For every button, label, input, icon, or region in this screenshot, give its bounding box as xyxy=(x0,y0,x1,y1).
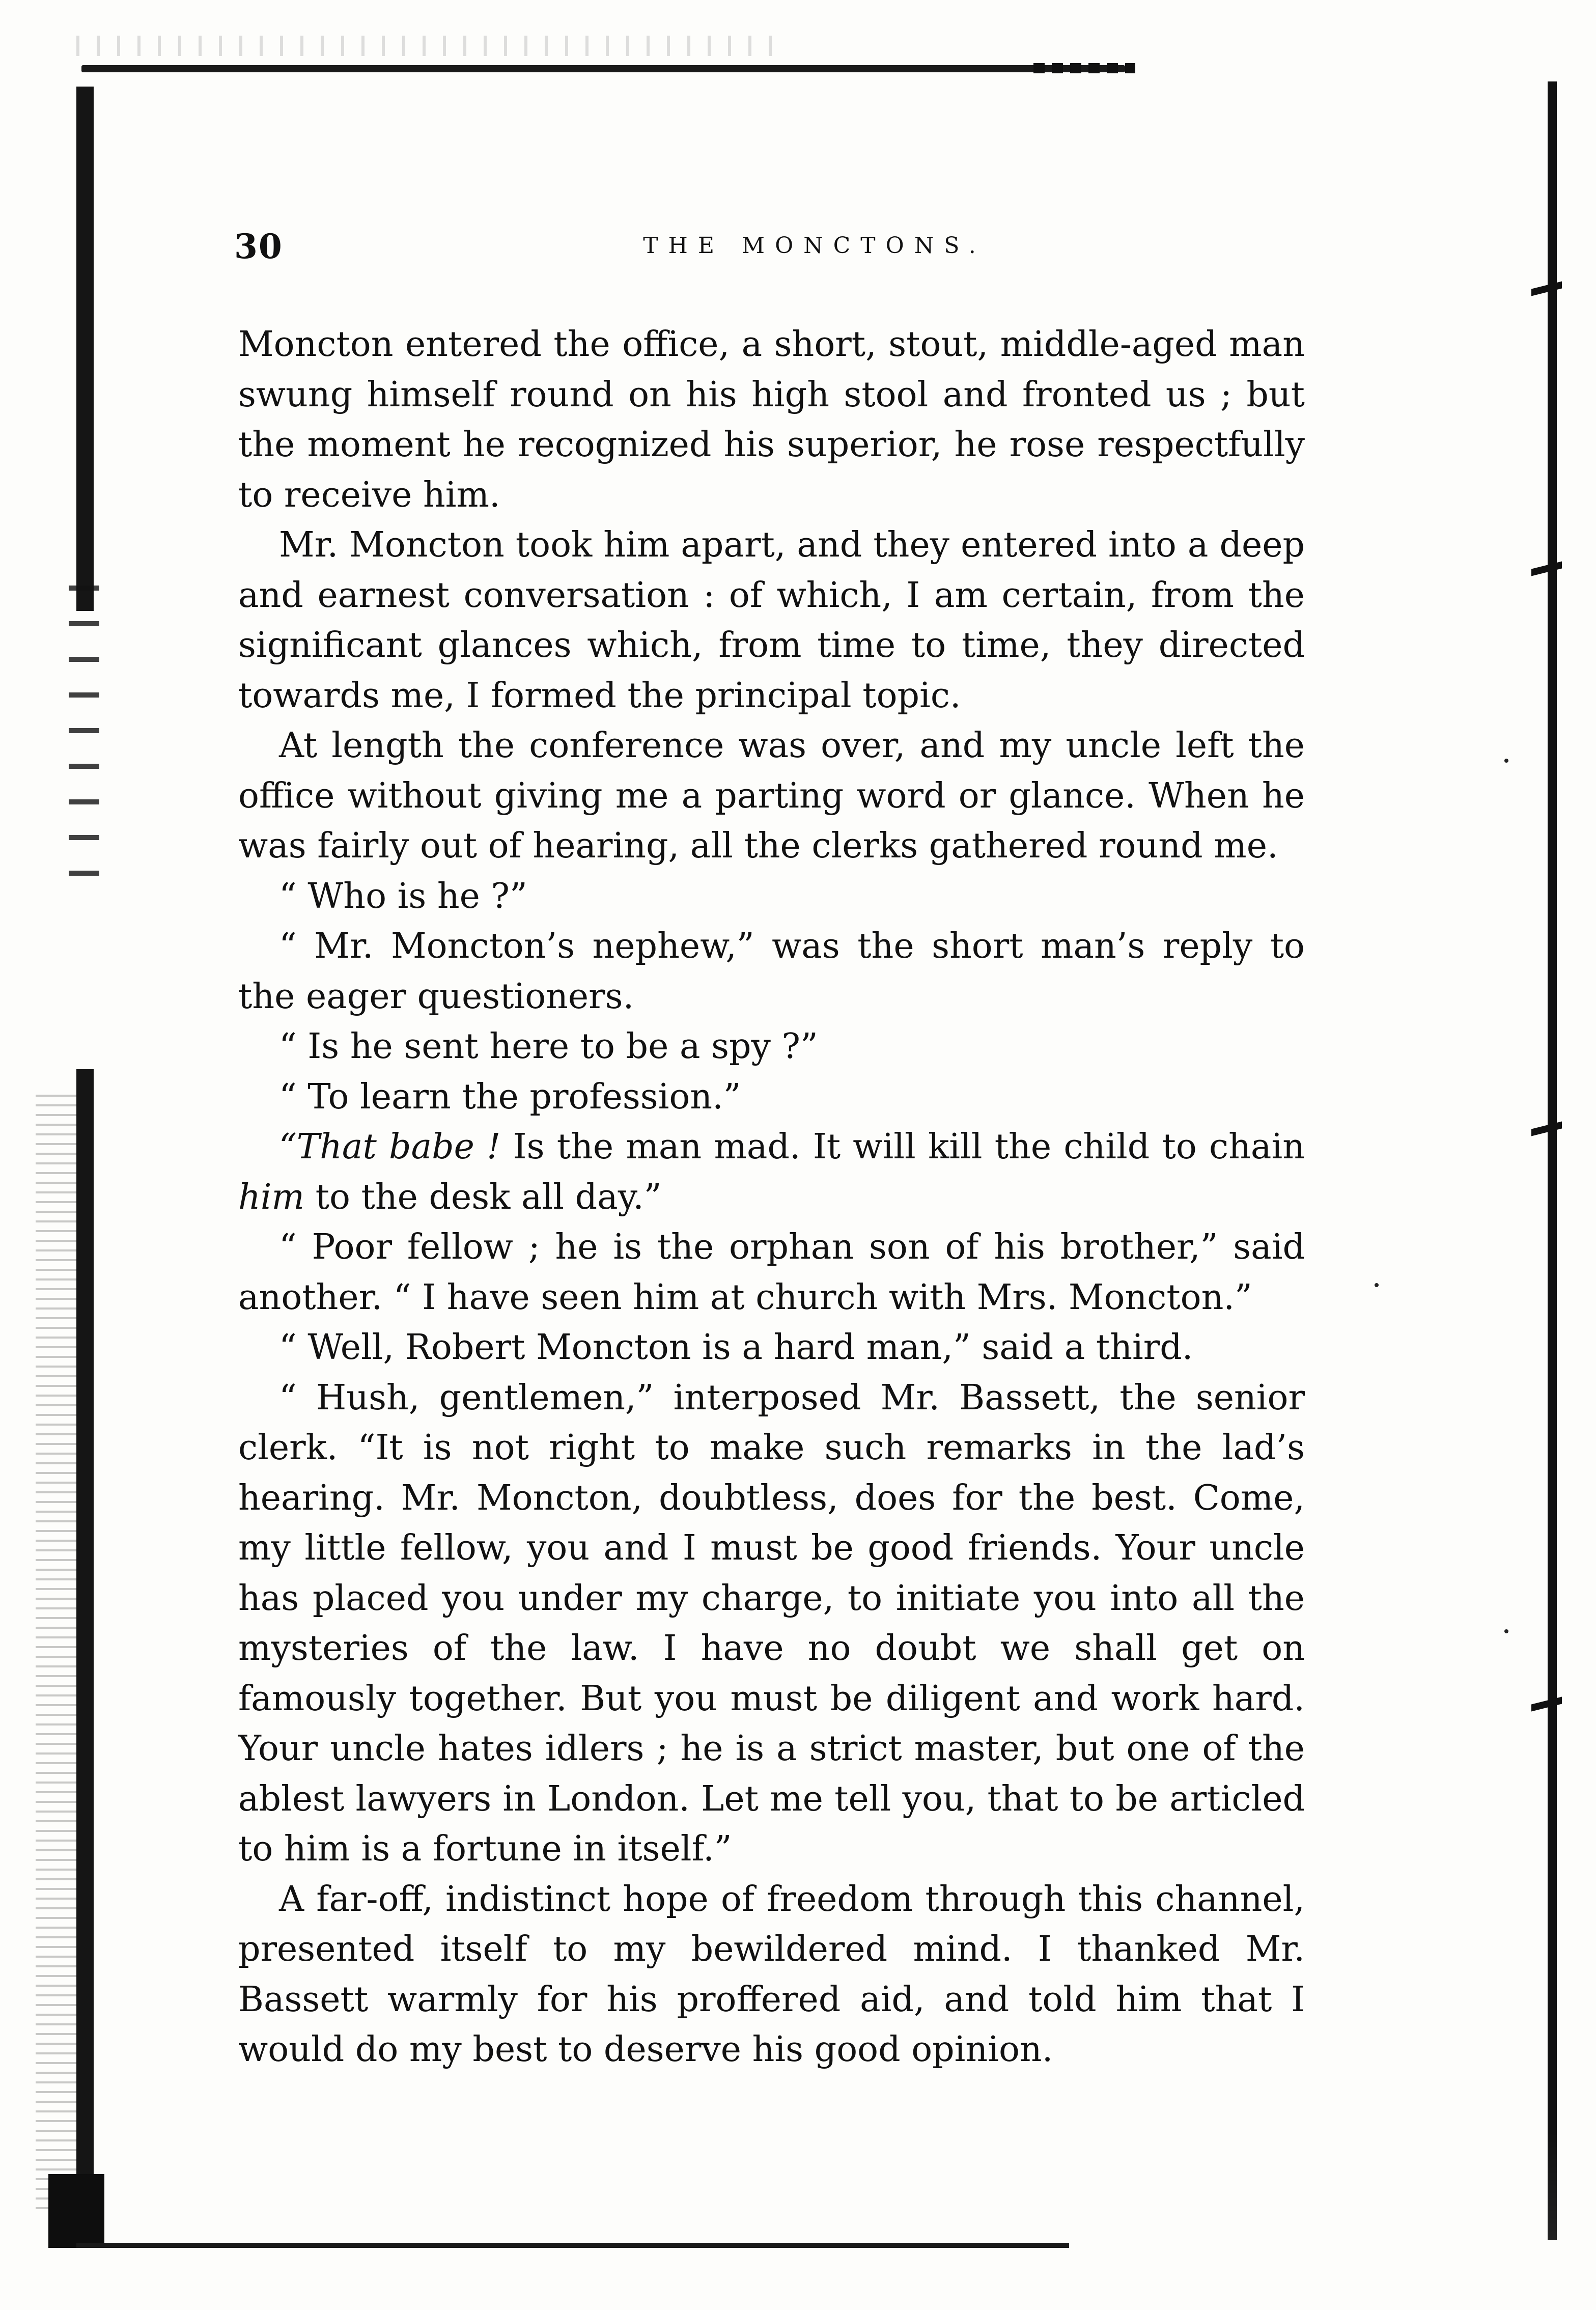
paragraph: At length the conference was over, and my uncle left the office without giving me a parting word or glance. When he was fairly out of hearing, all the clerks gathered round me. xyxy=(238,726,1305,866)
page-border-left xyxy=(76,87,94,2240)
scan-smudge-top xyxy=(76,36,789,56)
italic-phrase: “That babe ! xyxy=(279,1127,501,1167)
paragraph: “ Poor fellow ; he is the orphan son of his brother,” said another. “ I have seen him at church with Mrs. Moncton.” xyxy=(238,1227,1305,1318)
scan-speck xyxy=(1504,1629,1508,1633)
paragraph: A far-off, indistinct hope of freedom through this channel, presented itself to my bewildered mind. I thanked Mr. Bassett warmly for his proffered aid, and told him that I would do my best to deserve his good opinion. xyxy=(238,1879,1305,2070)
binding-mark xyxy=(1531,1122,1562,1136)
paragraph: “ Who is he ?” xyxy=(279,876,527,916)
scan-speck xyxy=(1504,759,1508,763)
page-body xyxy=(238,320,1305,2075)
binding-mark xyxy=(1531,282,1562,296)
scan-speck xyxy=(1375,1283,1379,1287)
paragraph: “ Is he sent here to be a spy ?” xyxy=(279,1026,818,1067)
paragraph: Mr. Moncton took him apart, and they entered into a deep and earnest conversation : of which, I am certain, from the significant glances which, from time to time, they directed towards me, I formed the principal topic. xyxy=(238,525,1305,716)
paragraph: Moncton entered the office, a short, stout, middle-aged man swung himself round on his high stool and fronted us ; but the moment he recognized his superior, he rose respectfully to receive him. xyxy=(238,324,1305,515)
page-border-right xyxy=(1548,81,1557,2240)
italic-word: him xyxy=(238,1177,305,1217)
paragraph: “ Well, Robert Moncton is a hard man,” said a third. xyxy=(279,1327,1193,1368)
page-header xyxy=(234,227,1308,267)
paragraph: “ Hush, gentlemen,” interposed Mr. Bassett, the senior clerk. “It is not right to make such remarks in the lad’s hearing. Mr. Moncton, doubtless, does for the best. Come, my little fellow, you and I must be good friends. Your uncle has placed you under my charge, to initiate you into all the mysteries of the law. I have no doubt we shall get on famously together. But you must be diligent and work hard. Your uncle hates idlers ; he is a strict master, but one of the ablest lawyers in London. Let me tell you, that to be articled to him is a fortune in itself.” xyxy=(238,1377,1305,1869)
binding-mark xyxy=(1531,1697,1562,1712)
binding-mark xyxy=(1531,562,1562,576)
page-number: 30 xyxy=(234,227,283,266)
paragraph: “ To learn the profession.” xyxy=(279,1076,741,1117)
page-corner-bottom-left xyxy=(48,2174,104,2248)
scan-noise-left xyxy=(36,1095,76,2215)
running-head: THE MONCTONS. xyxy=(643,233,986,259)
paragraph: “ Mr. Moncton’s nephew,” was the short man’s reply to the eager questioners. xyxy=(238,926,1305,1017)
page-border-bottom xyxy=(76,2243,1069,2248)
paragraph xyxy=(238,1122,1305,1222)
paragraph-text: to the desk all day.” xyxy=(304,1177,662,1217)
page-border-top-dashes xyxy=(1033,63,1135,73)
scan-marks-left xyxy=(69,586,99,891)
paragraph-text: Is the man mad. It will kill the child to chain xyxy=(500,1127,1305,1167)
page-border-top xyxy=(81,65,1125,72)
